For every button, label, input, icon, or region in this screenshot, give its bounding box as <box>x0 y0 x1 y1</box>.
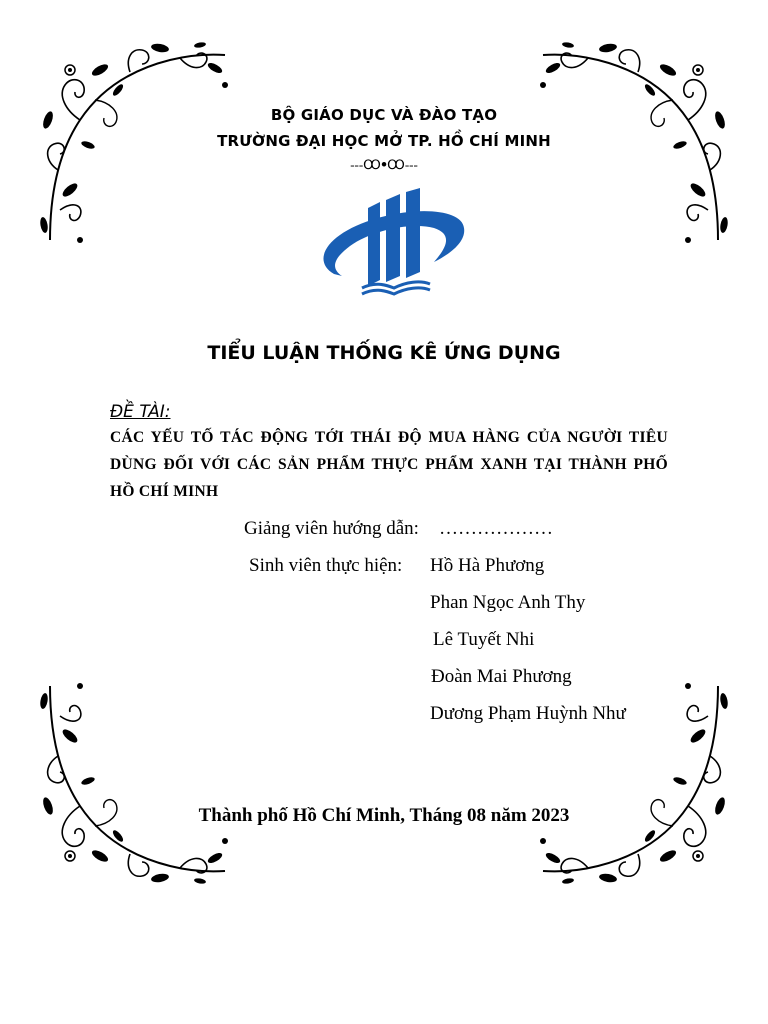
report-title: TIỂU LUẬN THỐNG KÊ ỨNG DỤNG <box>207 342 561 364</box>
student-name: Dương Phạm Huỳnh Như <box>430 703 626 724</box>
student-name: Đoàn Mai Phương <box>431 666 572 687</box>
student-name: Phan Ngọc Anh Thy <box>430 592 586 613</box>
topic-label: ĐỀ TÀI: <box>110 402 171 422</box>
ministry-heading: BỘ GIÁO DỤC VÀ ĐÀO TẠO <box>270 106 498 124</box>
corner-ornament-bottom-left-icon <box>40 676 230 886</box>
footer-date-line: Thành phố Hồ Chí Minh, Tháng 08 năm 2023 <box>198 805 570 826</box>
supervisor-value: ……………… <box>439 518 553 539</box>
students-label: Sinh viên thực hiện: <box>249 555 403 576</box>
student-name: Lê Tuyết Nhi <box>433 629 535 650</box>
student-name: Hồ Hà Phương <box>430 555 545 576</box>
supervisor-label: Giảng viên hướng dẫn: <box>244 518 419 539</box>
topic-text: CÁC YẾU TỐ TÁC ĐỘNG TỚI THÁI ĐỘ MUA HÀNG CỦA NGƯỜI TIÊU DÙNG ĐỐI VỚI CÁC SẢN PHẨM THỰC PHẨM XANH TẠI THÀNH PHỐ HỒ CHÍ MINH <box>110 429 668 500</box>
university-heading: TRƯỜNG ĐẠI HỌC MỞ TP. HỒ CHÍ MINH <box>217 132 551 150</box>
heading-divider: ---ꚘꔷꚘ--- <box>350 157 418 172</box>
university-logo-icon <box>316 188 466 300</box>
